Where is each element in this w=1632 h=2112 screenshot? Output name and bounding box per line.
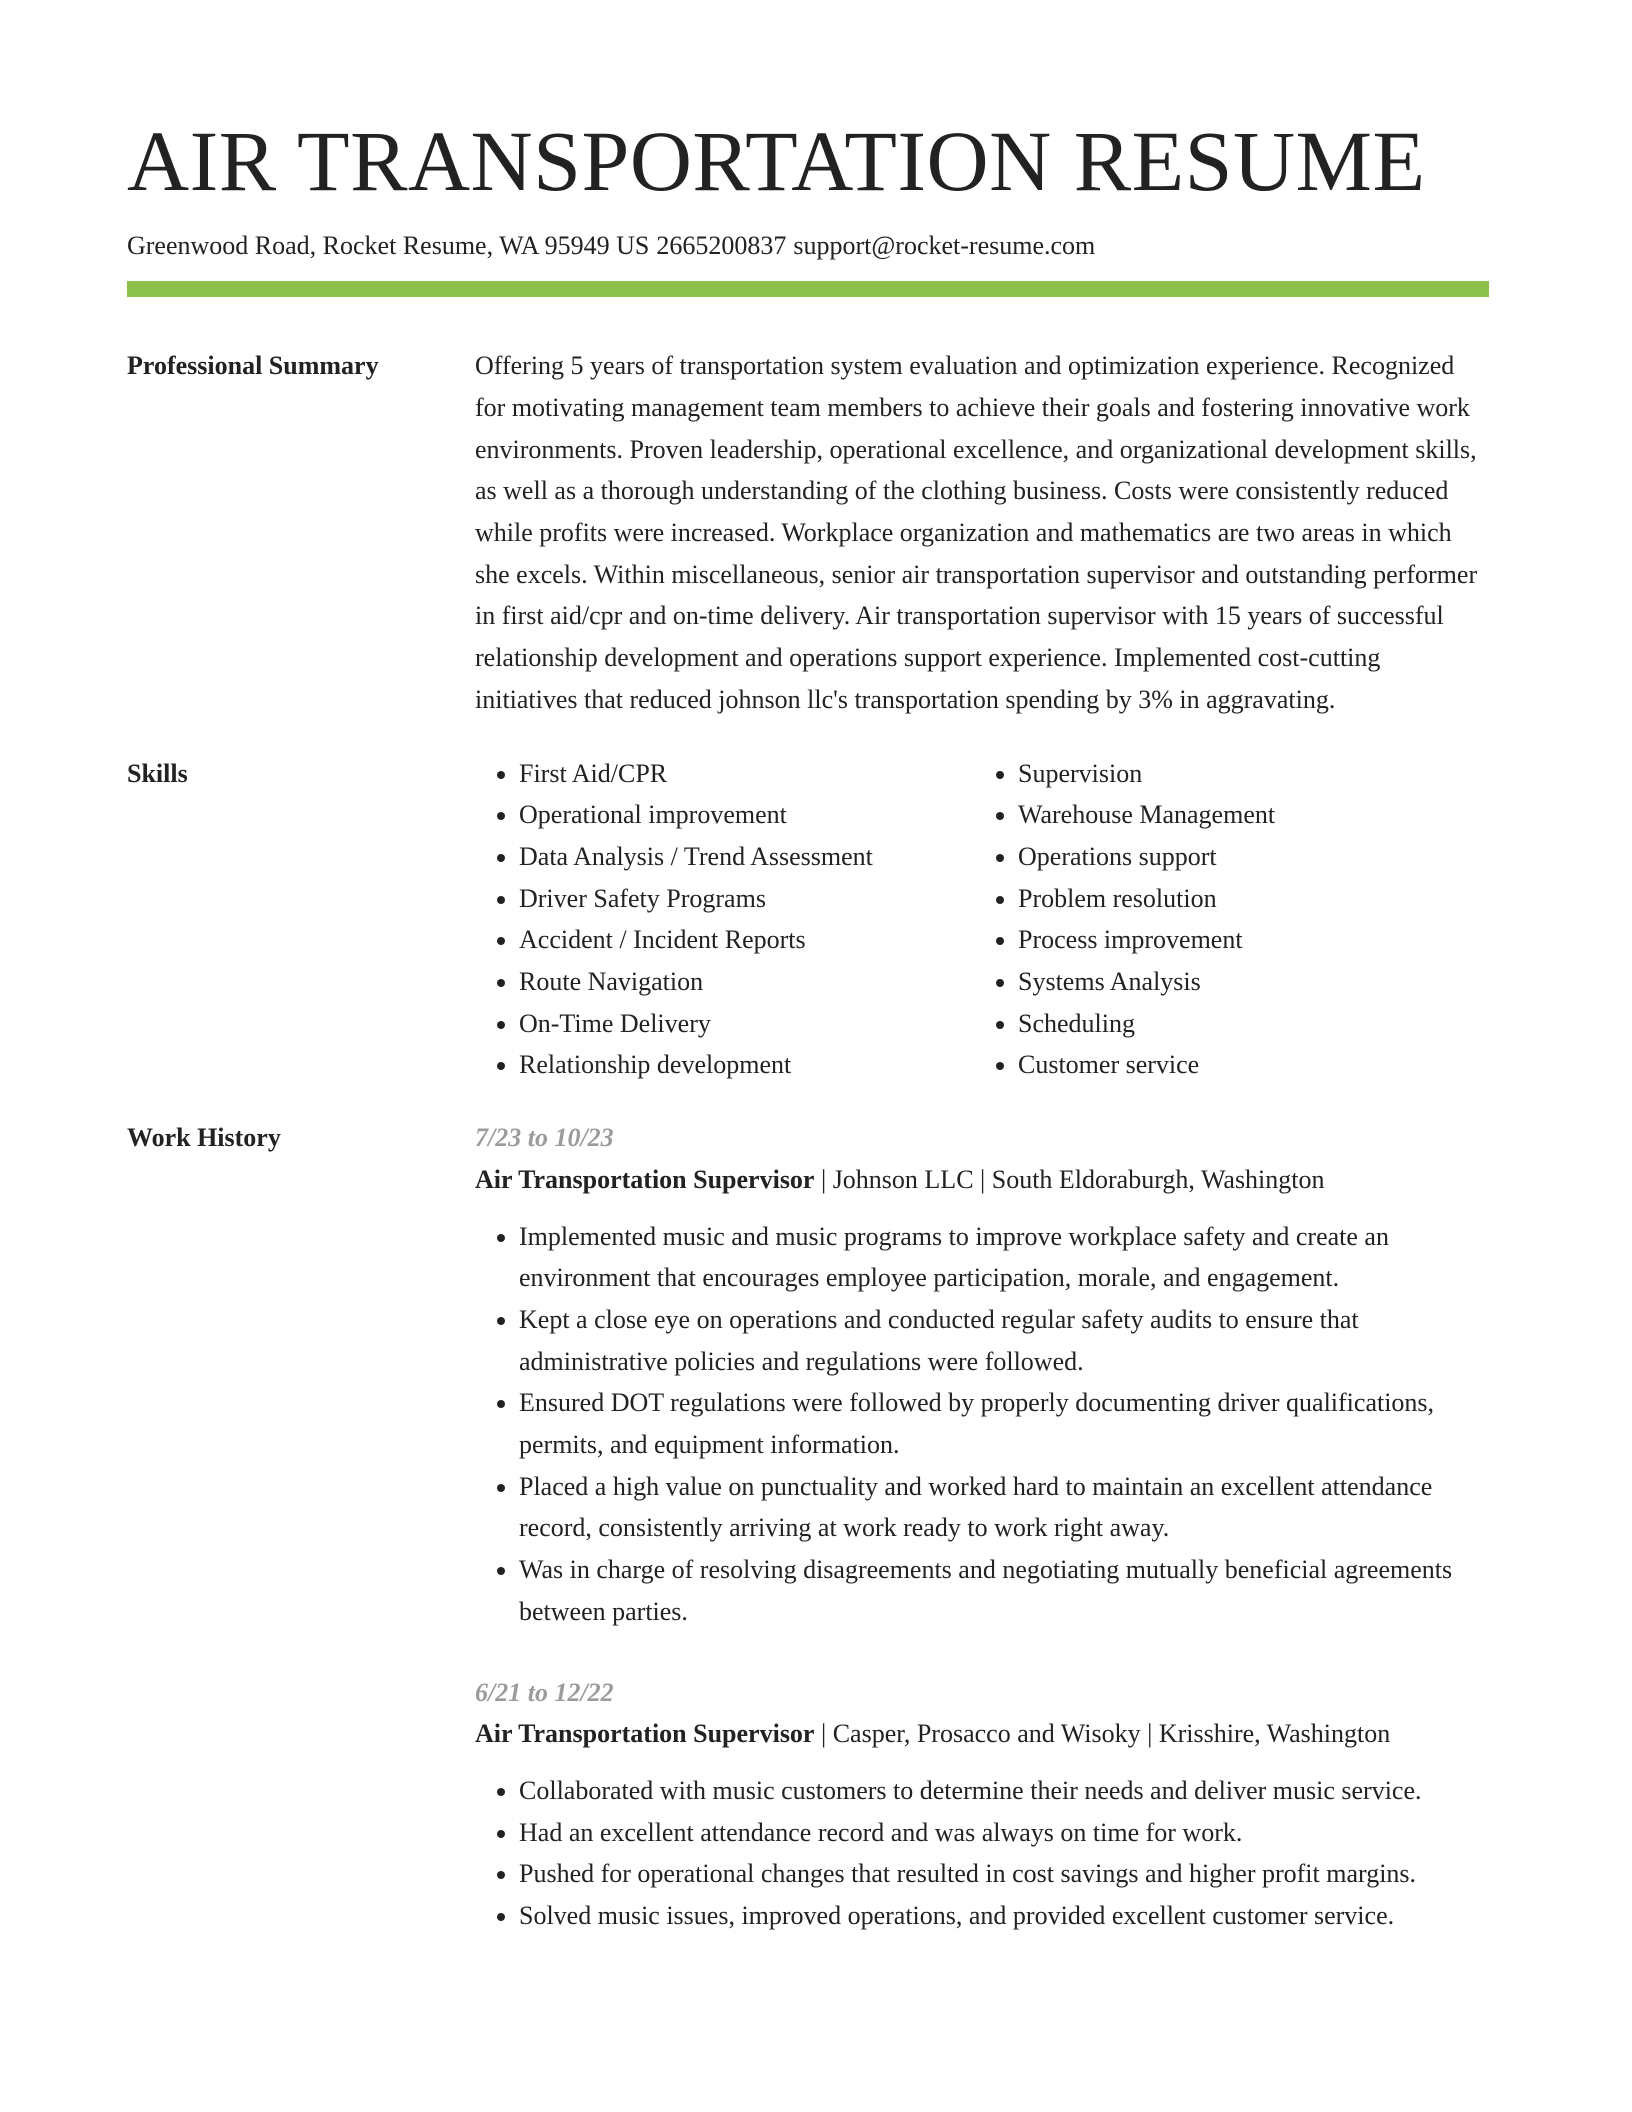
resume-page (127, 113, 1489, 1937)
skill-item: • Operational improvement (519, 794, 974, 836)
job-duty: • Was in charge of resolving disagreements and negotiating mutually beneficial agreements between parties. (519, 1549, 1489, 1632)
skill-item: • Process improvement (1018, 919, 1473, 961)
skill-item: • Data Analysis / Trend Assessment (519, 836, 974, 878)
skills-list-right (974, 753, 1473, 1087)
contact-address: Greenwood Road, Rocket Resume, WA 95949 US (127, 231, 650, 260)
summary-heading: Professional Summary (127, 351, 379, 381)
summary-section (127, 345, 1489, 720)
skills-list-left (475, 753, 974, 1087)
job-employer-location: | Casper, Prosacco and Wisoky | Krisshire, Washington (814, 1719, 1391, 1749)
work-history-section (127, 1117, 1489, 1937)
job-duty: • Collaborated with music customers to determine their needs and deliver music service. (519, 1770, 1489, 1812)
skill-item: • Route Navigation (519, 961, 974, 1003)
summary-text: Offering 5 years of transportation system evaluation and optimization experience. Recognized for motivating management team members to achieve their goals and fostering innovative work environments. Proven leadership, operational excellence, and organizational development skills, as well as a thorough understanding of the clothing business. Costs were consistently reduced while profits were increased. Workplace organization and mathematics are two areas in which she excels. Within miscellaneous, senior air transportation supervisor and outstanding performer in first aid/cpr and on-time delivery. Air transportation supervisor with 15 years of successful relationship development and operations support experience. Implemented cost-cutting initiatives that reduced johnson llc's transportation spending by 3% in aggravating. (475, 351, 1478, 714)
job-duty: • Implemented music and music programs to improve workplace safety and create an environment that encourages employee participation, morale, and engagement. (519, 1216, 1489, 1299)
summary-body (475, 345, 1489, 720)
skills-columns (475, 753, 1489, 1087)
job-heading (475, 1713, 1489, 1755)
skills-column-left (475, 753, 974, 1087)
skills-column-right (974, 753, 1473, 1087)
job-heading (475, 1159, 1489, 1201)
skill-item: • Operations support (1018, 836, 1473, 878)
skill-item: • Warehouse Management (1018, 794, 1473, 836)
job-duty: • Placed a high value on punctuality and worked hard to maintain an excellent attendance record, consistently arriving at work ready to work right away. (519, 1466, 1489, 1549)
job-employer-location: | Johnson LLC | South Eldoraburgh, Washington (814, 1164, 1325, 1194)
skills-heading: Skills (127, 758, 188, 788)
job-duties-list (475, 1216, 1489, 1633)
job-duties-list (475, 1770, 1489, 1937)
skill-item: • Problem resolution (1018, 878, 1473, 920)
skill-item: • Supervision (1018, 753, 1473, 795)
skill-item: • Accident / Incident Reports (519, 919, 974, 961)
skill-item: • Relationship development (519, 1044, 974, 1086)
contact-phone: 2665200837 (656, 231, 787, 260)
job-duty: • Solved music issues, improved operations, and provided excellent customer service. (519, 1895, 1489, 1937)
job-duty: • Ensured DOT regulations were followed by properly documenting driver qualifications, permits, and equipment information. (519, 1382, 1489, 1465)
job-title: Air Transportation Supervisor (475, 1164, 815, 1194)
header-divider (127, 281, 1489, 297)
contact-email: support@rocket-resume.com (793, 231, 1096, 260)
skills-section (127, 753, 1489, 1087)
job-duty: • Pushed for operational changes that resulted in cost savings and higher profit margins. (519, 1853, 1489, 1895)
job-duty: • Had an excellent attendance record and was always on time for work. (519, 1812, 1489, 1854)
job-entry (475, 1117, 1489, 1632)
skill-item: • First Aid/CPR (519, 753, 974, 795)
job-entry (475, 1672, 1489, 1937)
resume-title: AIR TRANSPORTATION RESUME (127, 113, 1426, 209)
skill-item: • Systems Analysis (1018, 961, 1473, 1003)
skill-item: • Driver Safety Programs (519, 878, 974, 920)
job-dates: 7/23 to 10/23 (475, 1123, 614, 1153)
skill-item: • Scheduling (1018, 1003, 1473, 1045)
skills-body (475, 753, 1489, 1087)
skill-item: • Customer service (1018, 1044, 1473, 1086)
job-title: Air Transportation Supervisor (475, 1719, 815, 1749)
work-history-body (475, 1117, 1489, 1937)
contact-line (127, 230, 1489, 261)
job-dates: 6/21 to 12/22 (475, 1677, 614, 1707)
job-duty: • Kept a close eye on operations and conducted regular safety audits to ensure that administrative policies and regulations were followed. (519, 1299, 1489, 1382)
skill-item: • On-Time Delivery (519, 1003, 974, 1045)
work-history-heading: Work History (127, 1123, 281, 1153)
